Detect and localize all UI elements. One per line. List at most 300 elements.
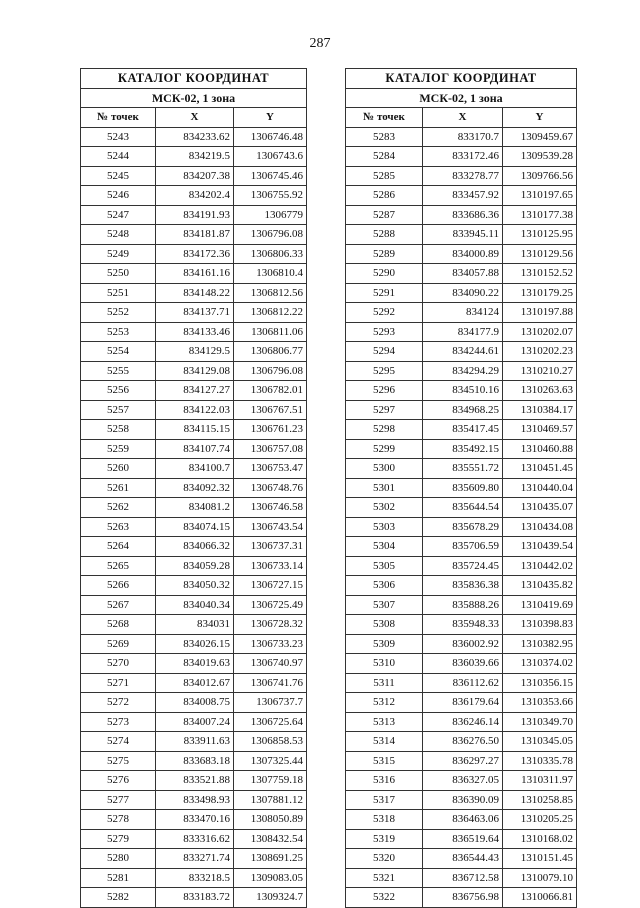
point-number-cell: 5265 [81,556,156,576]
point-number-cell: 5244 [81,147,156,167]
table-row [81,244,307,264]
table-row [81,420,307,440]
y-coordinate-cell: 1307759.18 [234,771,307,791]
table-row [81,205,307,225]
x-coordinate-cell: 834968.25 [423,400,503,420]
point-number-cell: 5264 [81,537,156,557]
y-coordinate-cell: 1306757.08 [234,439,307,459]
y-coordinate-cell: 1310434.08 [503,517,577,537]
y-coordinate-cell: 1310129.56 [503,244,577,264]
y-coordinate-cell: 1306761.23 [234,420,307,440]
table-row [346,459,577,479]
table-row [81,361,307,381]
table-row [81,615,307,635]
x-coordinate-cell: 834040.34 [156,595,234,615]
y-coordinate-cell: 1310263.63 [503,381,577,401]
y-coordinate-cell: 1306741.76 [234,673,307,693]
y-coordinate-cell: 1310451.45 [503,459,577,479]
point-number-cell: 5287 [346,205,423,225]
x-coordinate-cell: 834090.22 [423,283,503,303]
x-coordinate-cell: 834057.88 [423,264,503,284]
point-number-cell: 5295 [346,361,423,381]
y-coordinate-cell: 1310197.88 [503,303,577,323]
point-number-cell: 5302 [346,498,423,518]
x-coordinate-cell: 836712.58 [423,868,503,888]
table-row [81,186,307,206]
coordinate-catalog-table [345,68,577,908]
y-coordinate-cell: 1306728.32 [234,615,307,635]
x-coordinate-cell: 834122.03 [156,400,234,420]
table-row [346,537,577,557]
x-coordinate-cell: 836179.64 [423,693,503,713]
table-row [346,244,577,264]
y-coordinate-cell: 1310205.25 [503,810,577,830]
table-row [346,400,577,420]
y-coordinate-cell: 1310382.95 [503,634,577,654]
point-number-cell: 5299 [346,439,423,459]
x-coordinate-cell: 834081.2 [156,498,234,518]
point-number-cell: 5261 [81,478,156,498]
table-row [81,634,307,654]
y-coordinate-cell: 1306767.51 [234,400,307,420]
x-coordinate-cell: 833218.5 [156,868,234,888]
y-coordinate-cell: 1306858.53 [234,732,307,752]
x-coordinate-cell: 834172.36 [156,244,234,264]
y-coordinate-cell: 1306748.76 [234,478,307,498]
table-row [346,498,577,518]
point-number-cell: 5304 [346,537,423,557]
y-coordinate-cell: 1310374.02 [503,654,577,674]
x-coordinate-cell: 833172.46 [423,147,503,167]
point-number-cell: 5270 [81,654,156,674]
table-row [346,576,577,596]
x-coordinate-cell: 834100.7 [156,459,234,479]
y-coordinate-cell: 1310210.27 [503,361,577,381]
x-coordinate-cell: 833278.77 [423,166,503,186]
y-coordinate-cell: 1310311.97 [503,771,577,791]
y-coordinate-cell: 1310460.88 [503,439,577,459]
table-row [81,225,307,245]
x-coordinate-cell: 834191.93 [156,205,234,225]
point-number-cell: 5314 [346,732,423,752]
point-number-cell: 5277 [81,790,156,810]
point-number-cell: 5300 [346,459,423,479]
point-number-cell: 5250 [81,264,156,284]
point-number-cell: 5294 [346,342,423,362]
catalog-title: КАТАЛОГ КООРДИНАТ [81,69,307,89]
table-row [346,439,577,459]
y-coordinate-cell: 1310335.78 [503,751,577,771]
point-number-cell: 5252 [81,303,156,323]
x-coordinate-cell: 835644.54 [423,498,503,518]
x-coordinate-cell: 835948.33 [423,615,503,635]
y-coordinate-cell: 1310356.15 [503,673,577,693]
table-row [346,810,577,830]
table-row [81,537,307,557]
x-coordinate-cell: 835706.59 [423,537,503,557]
table-row [346,829,577,849]
x-coordinate-cell: 833683.18 [156,751,234,771]
y-coordinate-cell: 1308432.54 [234,829,307,849]
x-coordinate-cell: 836246.14 [423,712,503,732]
point-number-cell: 5262 [81,498,156,518]
table-row [346,478,577,498]
table-row [81,888,307,908]
table-row [346,283,577,303]
y-coordinate-cell: 1310435.07 [503,498,577,518]
y-coordinate-cell: 1310066.81 [503,888,577,908]
y-coordinate-cell: 1310349.70 [503,712,577,732]
x-coordinate-cell: 836463.06 [423,810,503,830]
point-number-cell: 5279 [81,829,156,849]
point-number-cell: 5310 [346,654,423,674]
table-row [81,712,307,732]
x-coordinate-cell: 834115.15 [156,420,234,440]
table-row [346,849,577,869]
point-number-cell: 5307 [346,595,423,615]
point-number-cell: 5281 [81,868,156,888]
x-coordinate-cell: 834233.62 [156,127,234,147]
y-coordinate-cell: 1306746.48 [234,127,307,147]
column-header-x: X [423,108,503,128]
y-coordinate-cell: 1306755.92 [234,186,307,206]
page-number: 287 [309,36,331,51]
point-number-cell: 5280 [81,849,156,869]
x-coordinate-cell: 834124 [423,303,503,323]
table-row [346,342,577,362]
point-number-cell: 5267 [81,595,156,615]
x-coordinate-cell: 834007.24 [156,712,234,732]
column-header-y: Y [234,108,307,128]
table-row [81,381,307,401]
table-row [346,147,577,167]
point-number-cell: 5303 [346,517,423,537]
point-number-cell: 5320 [346,849,423,869]
x-coordinate-cell: 834092.32 [156,478,234,498]
point-number-cell: 5282 [81,888,156,908]
table-row [346,556,577,576]
table-row [81,400,307,420]
column-header-point-number: № точек [81,108,156,128]
y-coordinate-cell: 1310439.54 [503,537,577,557]
point-number-cell: 5306 [346,576,423,596]
x-coordinate-cell: 835551.72 [423,459,503,479]
catalog-title: КАТАЛОГ КООРДИНАТ [346,69,577,89]
table-row [81,829,307,849]
x-coordinate-cell: 834161.16 [156,264,234,284]
y-coordinate-cell: 1309766.56 [503,166,577,186]
x-coordinate-cell: 835836.38 [423,576,503,596]
x-coordinate-cell: 836544.43 [423,849,503,869]
point-number-cell: 5284 [346,147,423,167]
table-row [81,576,307,596]
y-coordinate-cell: 1306806.33 [234,244,307,264]
x-coordinate-cell: 834294.29 [423,361,503,381]
table-row [81,478,307,498]
coordinate-catalog-table [80,68,307,908]
point-number-cell: 5296 [346,381,423,401]
point-number-cell: 5285 [346,166,423,186]
table-row [346,595,577,615]
table-row [346,712,577,732]
x-coordinate-cell: 834129.08 [156,361,234,381]
y-coordinate-cell: 1307325.44 [234,751,307,771]
y-coordinate-cell: 1309083.05 [234,868,307,888]
x-coordinate-cell: 834148.22 [156,283,234,303]
point-number-cell: 5243 [81,127,156,147]
point-number-cell: 5291 [346,283,423,303]
table-row [346,205,577,225]
x-coordinate-cell: 833911.63 [156,732,234,752]
x-coordinate-cell: 833271.74 [156,849,234,869]
table-row [81,303,307,323]
column-header-x: X [156,108,234,128]
table-row [346,186,577,206]
point-number-cell: 5275 [81,751,156,771]
y-coordinate-cell: 1308050.89 [234,810,307,830]
table-row [346,888,577,908]
y-coordinate-cell: 1310384.17 [503,400,577,420]
y-coordinate-cell: 1306725.49 [234,595,307,615]
x-coordinate-cell: 833521.88 [156,771,234,791]
table-row [81,283,307,303]
point-number-cell: 5278 [81,810,156,830]
y-coordinate-cell: 1310151.45 [503,849,577,869]
y-coordinate-cell: 1309539.28 [503,147,577,167]
point-number-cell: 5290 [346,264,423,284]
x-coordinate-cell: 834133.46 [156,322,234,342]
point-number-cell: 5292 [346,303,423,323]
table-row [346,634,577,654]
x-coordinate-cell: 834202.4 [156,186,234,206]
y-coordinate-cell: 1306812.56 [234,283,307,303]
point-number-cell: 5245 [81,166,156,186]
table-row [81,322,307,342]
point-number-cell: 5283 [346,127,423,147]
column-header-y: Y [503,108,577,128]
table-row [346,673,577,693]
y-coordinate-cell: 1306812.22 [234,303,307,323]
y-coordinate-cell: 1306779 [234,205,307,225]
table-row [346,264,577,284]
table-row [346,420,577,440]
point-number-cell: 5274 [81,732,156,752]
table-row [346,693,577,713]
table-row [346,381,577,401]
y-coordinate-cell: 1306796.08 [234,225,307,245]
x-coordinate-cell: 835724.45 [423,556,503,576]
y-coordinate-cell: 1310179.25 [503,283,577,303]
x-coordinate-cell: 834019.63 [156,654,234,674]
point-number-cell: 5246 [81,186,156,206]
table-row [81,166,307,186]
y-coordinate-cell: 1310440.04 [503,478,577,498]
table-row [81,673,307,693]
table-row [81,498,307,518]
table-row [81,790,307,810]
x-coordinate-cell: 834129.5 [156,342,234,362]
x-coordinate-cell: 833170.7 [423,127,503,147]
y-coordinate-cell: 1306743.6 [234,147,307,167]
table-row [81,693,307,713]
x-coordinate-cell: 835492.15 [423,439,503,459]
x-coordinate-cell: 834066.32 [156,537,234,557]
point-number-cell: 5266 [81,576,156,596]
point-number-cell: 5251 [81,283,156,303]
table-row [346,225,577,245]
y-coordinate-cell: 1308691.25 [234,849,307,869]
point-number-cell: 5288 [346,225,423,245]
y-coordinate-cell: 1310197.65 [503,186,577,206]
y-coordinate-cell: 1310258.85 [503,790,577,810]
point-number-cell: 5293 [346,322,423,342]
x-coordinate-cell: 835678.29 [423,517,503,537]
x-coordinate-cell: 833470.16 [156,810,234,830]
table-row [346,654,577,674]
point-number-cell: 5260 [81,459,156,479]
point-number-cell: 5248 [81,225,156,245]
point-number-cell: 5249 [81,244,156,264]
y-coordinate-cell: 1306782.01 [234,381,307,401]
x-coordinate-cell: 834207.38 [156,166,234,186]
table-row [81,517,307,537]
y-coordinate-cell: 1310125.95 [503,225,577,245]
table-row [346,868,577,888]
y-coordinate-cell: 1306753.47 [234,459,307,479]
x-coordinate-cell: 833945.11 [423,225,503,245]
table-row [81,732,307,752]
x-coordinate-cell: 834000.89 [423,244,503,264]
table-row [346,166,577,186]
table-row [81,771,307,791]
x-coordinate-cell: 834219.5 [156,147,234,167]
x-coordinate-cell: 834107.74 [156,439,234,459]
point-number-cell: 5256 [81,381,156,401]
point-number-cell: 5308 [346,615,423,635]
point-number-cell: 5263 [81,517,156,537]
x-coordinate-cell: 836327.05 [423,771,503,791]
coordinate-zone: МСК-02, 1 зона [81,88,307,108]
table-row [346,615,577,635]
y-coordinate-cell: 1306737.7 [234,693,307,713]
point-number-cell: 5272 [81,693,156,713]
y-coordinate-cell: 1306733.23 [234,634,307,654]
x-coordinate-cell: 835417.45 [423,420,503,440]
x-coordinate-cell: 833183.72 [156,888,234,908]
x-coordinate-cell: 834031 [156,615,234,635]
x-coordinate-cell: 833498.93 [156,790,234,810]
table-row [81,849,307,869]
point-number-cell: 5316 [346,771,423,791]
x-coordinate-cell: 835888.26 [423,595,503,615]
x-coordinate-cell: 834127.27 [156,381,234,401]
table-row [81,751,307,771]
y-coordinate-cell: 1310398.83 [503,615,577,635]
y-coordinate-cell: 1310202.23 [503,342,577,362]
point-number-cell: 5257 [81,400,156,420]
table-row [81,439,307,459]
x-coordinate-cell: 834177.9 [423,322,503,342]
point-number-cell: 5247 [81,205,156,225]
x-coordinate-cell: 835609.80 [423,478,503,498]
y-coordinate-cell: 1310202.07 [503,322,577,342]
point-number-cell: 5289 [346,244,423,264]
point-number-cell: 5268 [81,615,156,635]
y-coordinate-cell: 1306727.15 [234,576,307,596]
point-number-cell: 5309 [346,634,423,654]
point-number-cell: 5258 [81,420,156,440]
column-header-point-number: № точек [346,108,423,128]
point-number-cell: 5319 [346,829,423,849]
point-number-cell: 5254 [81,342,156,362]
table-row [81,459,307,479]
y-coordinate-cell: 1310168.02 [503,829,577,849]
y-coordinate-cell: 1310469.57 [503,420,577,440]
table-row [81,264,307,284]
point-number-cell: 5321 [346,868,423,888]
x-coordinate-cell: 836002.92 [423,634,503,654]
y-coordinate-cell: 1306746.58 [234,498,307,518]
table-row [81,147,307,167]
x-coordinate-cell: 836039.66 [423,654,503,674]
y-coordinate-cell: 1306745.46 [234,166,307,186]
coordinate-zone: МСК-02, 1 зона [346,88,577,108]
point-number-cell: 5298 [346,420,423,440]
table-row [346,732,577,752]
point-number-cell: 5273 [81,712,156,732]
x-coordinate-cell: 834012.67 [156,673,234,693]
x-coordinate-cell: 836112.62 [423,673,503,693]
y-coordinate-cell: 1310419.69 [503,595,577,615]
y-coordinate-cell: 1310353.66 [503,693,577,713]
table-row [346,771,577,791]
table-row [346,361,577,381]
y-coordinate-cell: 1310152.52 [503,264,577,284]
y-coordinate-cell: 1306811.06 [234,322,307,342]
table-row [81,556,307,576]
y-coordinate-cell: 1310079.10 [503,868,577,888]
y-coordinate-cell: 1310345.05 [503,732,577,752]
y-coordinate-cell: 1306743.54 [234,517,307,537]
x-coordinate-cell: 836756.98 [423,888,503,908]
point-number-cell: 5315 [346,751,423,771]
point-number-cell: 5271 [81,673,156,693]
table-row [346,790,577,810]
table-row [81,868,307,888]
y-coordinate-cell: 1309459.67 [503,127,577,147]
table-row [81,342,307,362]
table-row [81,127,307,147]
point-number-cell: 5276 [81,771,156,791]
x-coordinate-cell: 836390.09 [423,790,503,810]
x-coordinate-cell: 834050.32 [156,576,234,596]
point-number-cell: 5259 [81,439,156,459]
table-row [346,303,577,323]
y-coordinate-cell: 1306740.97 [234,654,307,674]
x-coordinate-cell: 834059.28 [156,556,234,576]
point-number-cell: 5286 [346,186,423,206]
y-coordinate-cell: 1310177.38 [503,205,577,225]
y-coordinate-cell: 1306725.64 [234,712,307,732]
x-coordinate-cell: 836297.27 [423,751,503,771]
table-row [346,517,577,537]
table-row [346,751,577,771]
y-coordinate-cell: 1310442.02 [503,556,577,576]
point-number-cell: 5317 [346,790,423,810]
point-number-cell: 5313 [346,712,423,732]
x-coordinate-cell: 833457.92 [423,186,503,206]
point-number-cell: 5269 [81,634,156,654]
